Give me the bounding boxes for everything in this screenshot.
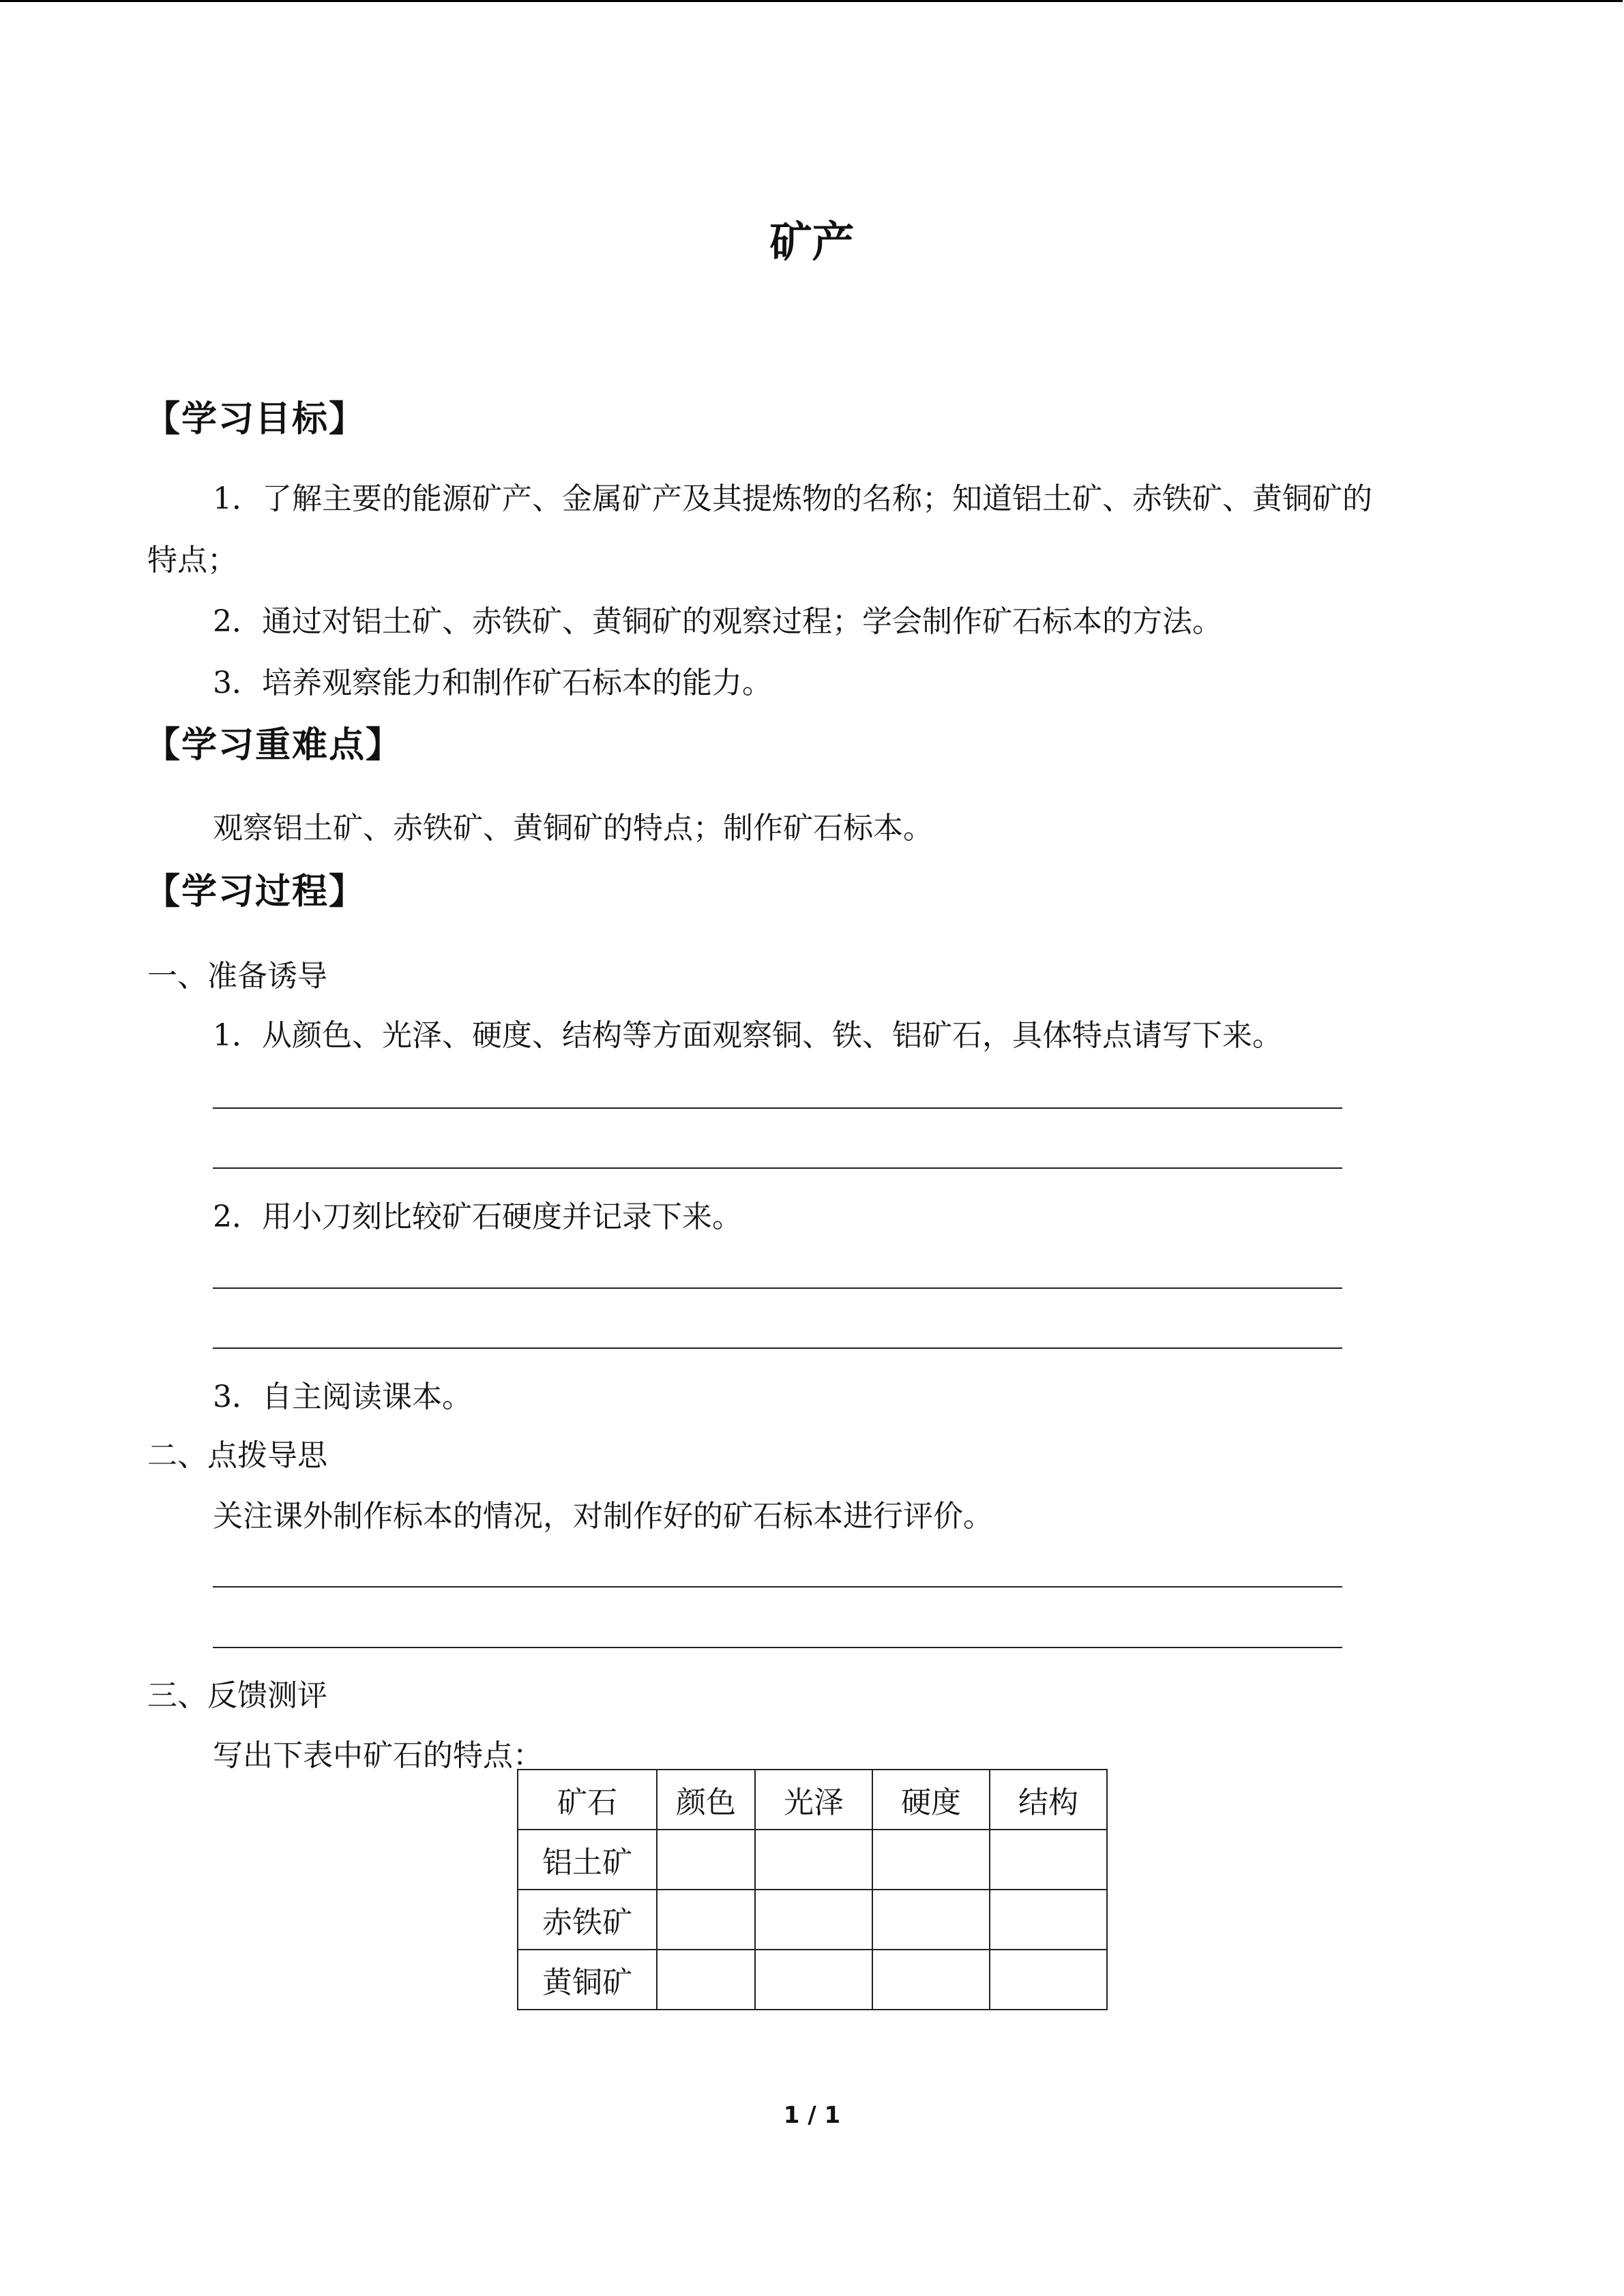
part-2-text: 关注课外制作标本的情况，对制作好的矿石标本进行评价。 (213, 1499, 993, 1534)
ore-name-cell: 铝土矿 (518, 1830, 657, 1890)
page-top-border (0, 0, 1623, 3)
part-1-question-1: 1．从颜色、光泽、硬度、结构等方面观察铜、铁、铝矿石，具体特点请写下来。 (213, 1018, 1282, 1053)
part-2-title: 二、点拨导思 (147, 1438, 327, 1473)
table-cell[interactable] (755, 1830, 872, 1890)
part-1-question-2: 2．用小刀刻比较矿石硬度并记录下来。 (213, 1199, 742, 1234)
table-cell[interactable] (657, 1890, 755, 1950)
table-header-ore: 矿石 (518, 1770, 657, 1830)
table-header-row (518, 1770, 1107, 1830)
objective-item-1-line-2: 特点； (147, 543, 237, 578)
objective-item-1-line-1: 1．了解主要的能源矿产、金属矿产及其提炼物的名称；知道铝土矿、赤铁矿、黄铜矿的 (213, 481, 1372, 516)
part-3-text: 写出下表中矿石的特点： (213, 1738, 543, 1773)
table-row (518, 1830, 1107, 1890)
part-1-question-3: 3．自主阅读课本。 (213, 1380, 472, 1414)
ore-table (517, 1769, 1108, 2010)
answer-line[interactable] (213, 1287, 1342, 1289)
ore-name-cell: 黄铜矿 (518, 1950, 657, 2010)
table-cell[interactable] (657, 1830, 755, 1890)
table-cell[interactable] (990, 1890, 1107, 1950)
table-cell[interactable] (990, 1830, 1107, 1890)
table-cell[interactable] (872, 1890, 990, 1950)
table-cell[interactable] (755, 1950, 872, 2010)
page-number: 1 / 1 (783, 2102, 841, 2129)
part-1-title: 一、准备诱导 (147, 959, 327, 994)
key-points-heading: 【学习重难点】 (145, 725, 403, 766)
table-header-luster: 光泽 (755, 1770, 872, 1830)
answer-line[interactable] (213, 1586, 1342, 1587)
table-row (518, 1950, 1107, 2010)
table-header-hardness: 硬度 (872, 1770, 990, 1830)
table-header-structure: 结构 (990, 1770, 1107, 1830)
objectives-heading: 【学习目标】 (145, 399, 366, 440)
answer-line[interactable] (213, 1347, 1342, 1349)
answer-line[interactable] (213, 1107, 1342, 1109)
table-row (518, 1890, 1107, 1950)
part-3-title: 三、反馈测评 (147, 1678, 327, 1713)
answer-line[interactable] (213, 1167, 1342, 1169)
objective-item-2: 2．通过对铝土矿、赤铁矿、黄铜矿的观察过程；学会制作矿石标本的方法。 (213, 604, 1222, 639)
process-heading: 【学习过程】 (145, 871, 366, 912)
key-points-text: 观察铝土矿、赤铁矿、黄铜矿的特点；制作矿石标本。 (213, 811, 933, 846)
page-title: 矿产 (769, 217, 855, 267)
table-cell[interactable] (872, 1950, 990, 2010)
table-cell[interactable] (990, 1950, 1107, 2010)
table-header-color: 颜色 (657, 1770, 755, 1830)
table-cell[interactable] (755, 1890, 872, 1950)
ore-name-cell: 赤铁矿 (518, 1890, 657, 1950)
table-cell[interactable] (872, 1830, 990, 1890)
table-cell[interactable] (657, 1950, 755, 2010)
answer-line[interactable] (213, 1647, 1342, 1648)
objective-item-3: 3．培养观察能力和制作矿石标本的能力。 (213, 666, 772, 700)
